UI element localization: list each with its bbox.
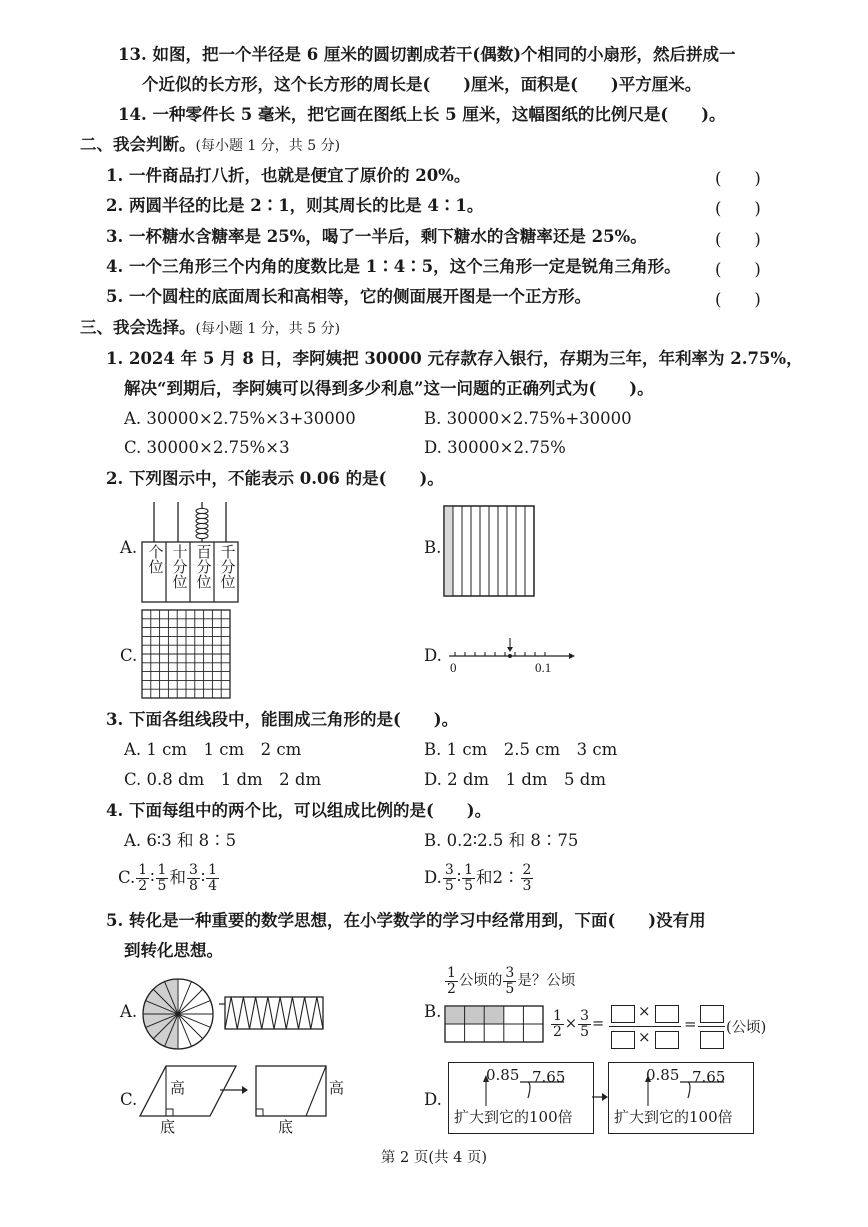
rectangle-height-label: 高: [329, 1079, 345, 1097]
q5b-product-expression: $\frac{1}{2}$ × $\frac{3}{5}$ =: [553, 1007, 605, 1040]
number-line: [445, 636, 575, 676]
judge-answer-1[interactable]: ( ): [715, 169, 761, 188]
choice-q2-label-c[interactable]: C.: [120, 646, 138, 665]
fraction-bar: [609, 1026, 681, 1027]
page-footer: 第 2 页(共 4 页): [380, 1150, 488, 1166]
choice-q2-label-d[interactable]: D.: [424, 646, 442, 665]
choice-q3-option-a[interactable]: A. 1 cm 1 cm 2 cm: [124, 740, 302, 759]
tenths-strip-square: [443, 505, 535, 597]
abacus-col-thousandths: 千分位: [218, 544, 237, 589]
number-line-zero: 0: [450, 660, 457, 675]
choice-q4-option-c[interactable]: C. $\frac{1}{2}$ ∶ $\frac{1}{5}$ 和 $\frac{3}{8}$ ∶ $\frac{1}{4}$: [118, 862, 218, 894]
choice-q1-option-a[interactable]: A. 30000×2.75%×3+30000: [124, 409, 356, 428]
q5b-unit: (公顷): [726, 1020, 767, 1036]
q5b-equals-sign: =: [684, 1015, 697, 1033]
blank-box[interactable]: [700, 1031, 724, 1049]
parallelogram-height-label: 高: [170, 1079, 186, 1097]
choice-q3-option-c[interactable]: C. 0.8 dm 1 dm 2 dm: [124, 770, 322, 789]
sector-circle: [140, 976, 216, 1052]
division-divisor-1: 0.85: [486, 1066, 520, 1084]
parallelogram-base-label: 底: [160, 1118, 176, 1136]
choice-q5-line2: 到转化思想。: [124, 941, 223, 960]
choice-q1-option-c[interactable]: C. 30000×2.75%×3: [124, 438, 290, 457]
q5b-times-sign: ×: [638, 1002, 651, 1020]
blank-box[interactable]: [655, 1031, 679, 1049]
choice-q1-option-d[interactable]: D. 30000×2.75%: [424, 438, 566, 457]
abacus-col-ones: 个位: [146, 544, 165, 574]
q13-line1: 13. 如图，把一个半径是 6 厘米的圆切割成若干(偶数)个相同的小扇形，然后拼成一: [118, 45, 736, 64]
choice-q2-label-b[interactable]: B.: [424, 538, 442, 557]
rectangle-base-label: 底: [278, 1118, 294, 1136]
choice-q5-line1: 5. 转化是一种重要的数学思想，在小学数学的学习中经常用到，下面( )没有用: [106, 911, 706, 930]
choice-q4-option-a[interactable]: A. 6∶3 和 8∶5: [124, 831, 237, 850]
choice-q5-label-b[interactable]: B.: [424, 1002, 442, 1021]
choice-q1-line1: 1. 2024 年 5 月 8 日，李阿姨把 30000 元存款存入银行，存期为三年，年利率为 2.75%，: [106, 349, 803, 368]
choice-q5-label-a[interactable]: A.: [120, 1002, 138, 1021]
choice-q3-stem: 3. 下面各组线段中，能围成三角形的是( )。: [106, 710, 459, 729]
judge-answer-2[interactable]: ( ): [715, 199, 761, 218]
blank-box[interactable]: [700, 1005, 724, 1023]
q5b-times-sign-lower: ×: [638, 1028, 651, 1046]
blank-box[interactable]: [611, 1031, 635, 1049]
judge-item-4: 4. 一个三角形三个内角的度数比是 1∶4∶5，这个三角形一定是锐角三角形。: [106, 257, 681, 276]
judge-answer-3[interactable]: ( ): [715, 230, 761, 249]
rearranged-rectangle: [224, 996, 324, 1030]
judge-answer-5[interactable]: ( ): [715, 290, 761, 309]
choice-q4-option-d[interactable]: D. $\frac{3}{5}$ ∶ $\frac{1}{5}$ 和2∶ $\frac{2}{3}$: [424, 862, 532, 894]
division-divisor-2: 0.85: [646, 1066, 680, 1084]
choice-q4-stem: 4. 下面每组中的两个比，可以组成比例的是( )。: [106, 801, 492, 820]
choice-q3-option-d[interactable]: D. 2 dm 1 dm 5 dm: [424, 770, 606, 789]
judge-item-5: 5. 一个圆柱的底面周长和高相等，它的侧面展开图是一个正方形。: [106, 287, 591, 306]
q13-line2: 个近似的长方形，这个长方形的周长是( )厘米，面积是( )平方厘米。: [142, 75, 702, 94]
choice-q5-label-c[interactable]: C.: [120, 1090, 138, 1109]
section-choice-title: 三、我会选择。(每小题 1 分，共 5 分): [80, 318, 341, 337]
choice-q1-option-b[interactable]: B. 30000×2.75%+30000: [424, 409, 632, 428]
division-dividend-2: 7.65: [692, 1068, 726, 1086]
division-caption-2: 扩大到它的100倍: [614, 1108, 733, 1126]
q14-line: 14. 一种零件长 5 毫米，把它画在图纸上长 5 厘米，这幅图纸的比例尺是( )。: [118, 105, 726, 124]
choice-q4-option-b[interactable]: B. 0.2∶2.5 和 8∶75: [424, 831, 579, 850]
section-judge-title: 二、我会判断。(每小题 1 分，共 5 分): [80, 135, 341, 154]
hundred-grid-square: [141, 609, 231, 699]
blank-box[interactable]: [655, 1005, 679, 1023]
judge-item-1: 1. 一件商品打八折，也就是便宜了原价的 20%。: [106, 166, 471, 185]
fraction-area-grid: [444, 1005, 544, 1043]
choice-q5-label-d[interactable]: D.: [424, 1090, 442, 1109]
choice-q3-option-b[interactable]: B. 1 cm 2.5 cm 3 cm: [424, 740, 618, 759]
judge-item-3: 3. 一杯糖水含糖率是 25%，喝了一半后，剩下糖水的含糖率还是 25%。: [106, 227, 647, 246]
judge-item-2: 2. 两圆半径的比是 2∶1，则其周长的比是 4∶1。: [106, 196, 484, 215]
number-line-tenth: 0.1: [535, 660, 552, 675]
blank-box[interactable]: [611, 1005, 635, 1023]
fraction-bar: [698, 1026, 725, 1027]
division-dividend-1: 7.65: [532, 1068, 566, 1086]
abacus-col-hundredths: 百分位: [194, 544, 213, 589]
division-caption-1: 扩大到它的100倍: [454, 1108, 573, 1126]
choice-q2-label-a[interactable]: A.: [120, 538, 138, 557]
q5b-problem-text: $\frac{1}{2}$ 公顷的 $\frac{3}{5}$ 是？公顷: [447, 964, 576, 997]
choice-q1-line2: 解决“到期后，李阿姨可以得到多少利息”这一问题的正确列式为( )。: [124, 379, 654, 398]
judge-answer-4[interactable]: ( ): [715, 260, 761, 279]
abacus-col-tenths: 十分位: [170, 544, 189, 589]
choice-q2-stem: 2. 下列图示中，不能表示 0.06 的是( )。: [106, 469, 444, 488]
